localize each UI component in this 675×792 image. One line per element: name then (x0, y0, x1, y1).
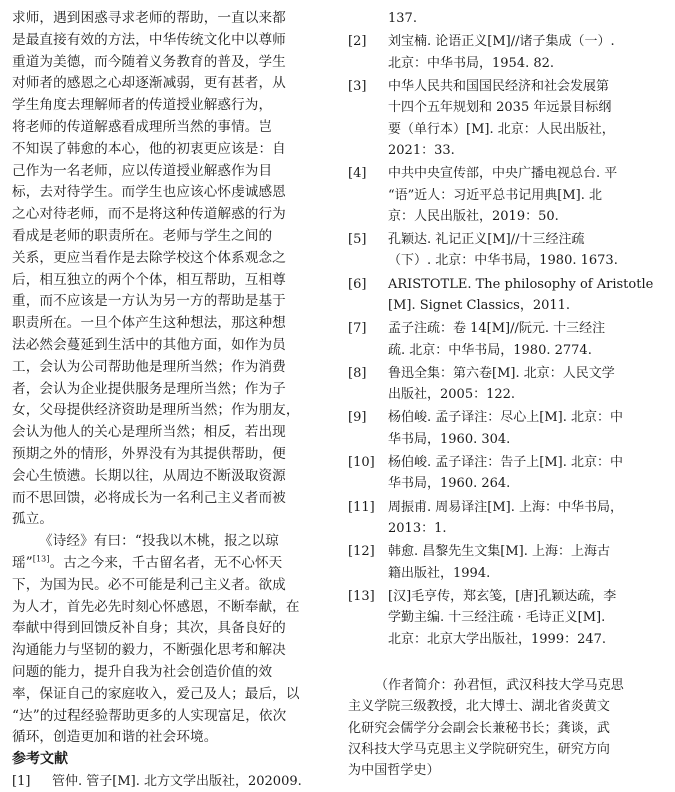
paragraph-1-line: 而不思回馈，必将成长为一名利己主义者而被 (12, 489, 286, 506)
paragraph-2-line: 率，保证自己的家庭收入，爱己及人；最后，以 (12, 685, 300, 702)
author-bio-line: 为中国哲学史） (348, 763, 440, 779)
reference-text: 杨伯峻. 孟子译注：尽心上[M]. 北京：中 (388, 410, 623, 426)
paragraph-1-line: 己作为一名老师，应以传道授业解惑作为目 (12, 162, 273, 179)
reference-line (348, 497, 666, 518)
reference-line: 2013：1. (388, 520, 447, 536)
reference-item (12, 771, 334, 792)
reference-item (348, 229, 666, 272)
reference-text: [汉]毛亨传，郑玄笺，[唐]孔颖达疏，李 (388, 588, 617, 604)
reference-line: 2021：33. (388, 142, 455, 158)
reference-line: [M]. Signet Classics，2011. (388, 298, 571, 314)
paragraph-1-line: 法必然会蔓延到生活中的其他方面，如作为员 (12, 336, 286, 353)
reference-number: [5] (348, 232, 367, 248)
reference-item (348, 586, 666, 650)
paragraph-1-line: 看成是老师的职责所在。老师与学生之间的 (12, 227, 273, 244)
paragraph-2-line (12, 553, 334, 575)
reference-text: 杨伯峻. 孟子译注：告子上[M]. 北京：中 (388, 454, 623, 470)
reference-number: [8] (348, 365, 367, 381)
reference-line: 北京：中华书局，1954. 82. (388, 55, 555, 71)
text-fragment: 。古之今来，千古留名者，无不心怀天 (49, 554, 283, 571)
reference-line: 京：人民出版社，2019：50. (388, 208, 559, 224)
reference-line (348, 163, 666, 184)
reference-line (348, 31, 666, 52)
body-paragraph-2 (12, 531, 334, 749)
reference-text: 鲁迅全集：第六卷[M]. 北京：人民文学 (388, 365, 615, 381)
paragraph-1-line: 关系，更应当看作是去除学校这个体系观念之 (12, 249, 286, 266)
reference-line (348, 586, 666, 607)
text-fragment: 瑶” (12, 554, 33, 571)
reference-line (348, 318, 666, 339)
paragraph-2-line: 奉献中得到回馈反补自身；其次，具备良好的 (12, 620, 286, 637)
paragraph-2-rest (12, 575, 334, 749)
paragraph-1-line: 后，相互独立的两个个体，相互帮助，互相尊 (12, 271, 286, 288)
reference-line (348, 229, 666, 250)
reference-item (348, 407, 666, 450)
reference-line (348, 541, 666, 562)
author-bio-line: （作者简介：孙君恒，武汉科技大学马克思 (375, 677, 624, 693)
reference-text: 中华人民共和国国民经济和社会发展第 (388, 78, 610, 94)
paragraph-1-line: 女，父母提供经济资助是理所当然；作为朋友， (12, 402, 300, 419)
reference-line (348, 363, 666, 384)
reference-line: （下）. 北京：中华书局，1980. 1673. (388, 253, 618, 269)
paragraph-1-line: 预期之外的情形，外界没有为其提供帮助，便 (12, 445, 286, 462)
references-heading: 参考文献 (12, 751, 68, 768)
paragraph-1-line: 将老师的传道解惑看成理所当然的事情。岂 (12, 118, 273, 135)
reference-item (348, 163, 666, 227)
paragraph-2-line: 为人才，首先必先时刻心怀感恩，不断奉献，在 (12, 598, 300, 615)
reference-line (348, 452, 666, 473)
reference-item (348, 497, 666, 540)
paragraph-1-line: 重，而不应该是一方认为另一方的帮助是基于 (12, 293, 286, 310)
paragraph-1-line: 工，会认为公司帮助他是理所当然；作为消费 (12, 358, 286, 375)
reference-number: [10] (348, 454, 375, 470)
paragraph-2-line: 沟通能力与坚韧的毅力，不断强化思考和解决 (12, 642, 286, 659)
reference-continuation: 137. (388, 11, 417, 26)
reference-line: 北京：北京大学出版社，1999：247. (388, 631, 607, 647)
reference-line (348, 407, 666, 428)
paragraph-1-line: 之心对待老师，而不是将这种传道解惑的行为 (12, 206, 286, 223)
author-bio-line: 汉科技大学马克思主义学院研究生，研究方向 (348, 742, 611, 758)
paragraph-1-line: 会心生愤懑。长期以往，从周边不断汲取资源 (12, 467, 286, 484)
reference-line: “语”近人：习近平总书记用典[M]. 北 (388, 187, 603, 203)
citation-superscript: [13] (32, 554, 50, 564)
reference-line (348, 76, 666, 97)
right-column (348, 8, 666, 782)
reference-line: 疏. 北京：中华书局，1980. 2774. (388, 342, 592, 358)
body-paragraph-1 (12, 8, 334, 531)
reference-number: [1] (12, 773, 31, 789)
author-bio-line: 化研究会儒学分会副会长兼秘书长；龚谈，武 (348, 720, 611, 736)
paragraph-1-line: 重道为美德，而今随着义务教育的普及，学生 (12, 53, 286, 70)
reference-number: [7] (348, 321, 367, 337)
paragraph-1-line: 职责所在。一旦个体产生这种想法，那这种想 (12, 315, 286, 332)
reference-line (348, 274, 666, 295)
paragraph-2-line: 循环，创造更加和谐的社会环境。 (12, 729, 218, 746)
reference-number: [2] (348, 34, 367, 50)
paragraph-1-line: 不知误了韩愈的本心，他的初衷更应该是：自 (12, 140, 286, 157)
reference-list (348, 29, 666, 650)
reference-number: [11] (348, 499, 375, 515)
paragraph-1-line: 标，去对待学生。而学生也应该心怀虔诚感恩 (12, 184, 286, 201)
paragraph-1-line: 会认为他人的关心是理所当然；相反，若出现 (12, 424, 286, 441)
paragraph-2-line: 《诗经》有曰：“投我以木桃，报之以琼 (39, 533, 279, 550)
reference-number: [12] (348, 544, 375, 560)
reference-line: 学勤主编. 十三经注疏 · 毛诗正义[M]. (388, 610, 606, 626)
reference-line: 华书局，1960. 304. (388, 431, 511, 447)
paragraph-2-line: 下，为国为民。必不可能是利己主义者。欲成 (12, 576, 286, 593)
reference-text: 管仲. 管子[M]. 北方文学出版社，202009. (52, 773, 302, 789)
paragraph-1-line: 求师，遇到困惑寻求老师的帮助，一直以来都 (12, 10, 286, 26)
reference-line: 华书局，1960. 264. (388, 476, 511, 492)
author-bio (348, 675, 666, 782)
reference-text: ARISTOTLE. The philosophy of Aristotle (388, 276, 654, 292)
paragraph-2-line: “达”的过程经验帮助更多的人实现富足，依次 (12, 707, 287, 724)
reference-line: 要（单行本）[M]. 北京：人民出版社， (388, 121, 615, 137)
left-column (12, 8, 334, 792)
reference-line: 十四个五年规划和 2035 年远景目标纲 (388, 100, 612, 116)
reference-item (348, 318, 666, 361)
paragraph-1-line: 是最直接有效的方法，中华传统文化中以尊师 (12, 31, 286, 48)
paragraph-1-line: 对师者的感恩之心却逐渐减弱，更有甚者，从 (12, 75, 286, 92)
reference-item (348, 452, 666, 495)
reference-text: 韩愈. 昌黎先生文集[M]. 上海：上海古 (388, 544, 610, 560)
paragraph-1-line: 学生角度去理解师者的传道授业解惑行为， (12, 97, 273, 114)
paragraph-1-line: 孤立。 (12, 511, 54, 528)
reference-item (348, 274, 666, 317)
reference-text: 周振甫. 周易译注[M]. 上海：中华书局， (388, 499, 623, 515)
author-bio-line: 主义学院三级教授，北大博士、湖北省炎黄文 (348, 699, 611, 715)
reference-number: [4] (348, 166, 367, 182)
reference-text: 中共中央宣传部，中央广播电视总台. 平 (388, 166, 618, 182)
reference-number: [13] (348, 588, 375, 604)
reference-number: [9] (348, 410, 367, 426)
reference-number: [3] (348, 78, 367, 94)
reference-text: 孔颖达. 礼记正义[M]//十三经注疏 (388, 232, 585, 248)
reference-item (348, 76, 666, 162)
paragraph-2-line: 问题的能力，提升自我为社会创造价值的效 (12, 663, 273, 680)
reference-text: 孟子注疏：卷 14[M]//阮元. 十三经注 (388, 321, 606, 337)
paragraph-1-line: 者，会认为企业提供服务是理所当然；作为子 (12, 380, 286, 397)
reference-item (348, 31, 666, 74)
reference-item (348, 363, 666, 406)
reference-item (348, 541, 666, 584)
reference-line: 出版社，2005：122. (388, 387, 516, 403)
reference-number: [6] (348, 276, 367, 292)
reference-line: 籍出版社，1994. (388, 565, 491, 581)
reference-text: 刘宝楠. 论语正义[M]//诸子集成（一）. (388, 34, 615, 50)
